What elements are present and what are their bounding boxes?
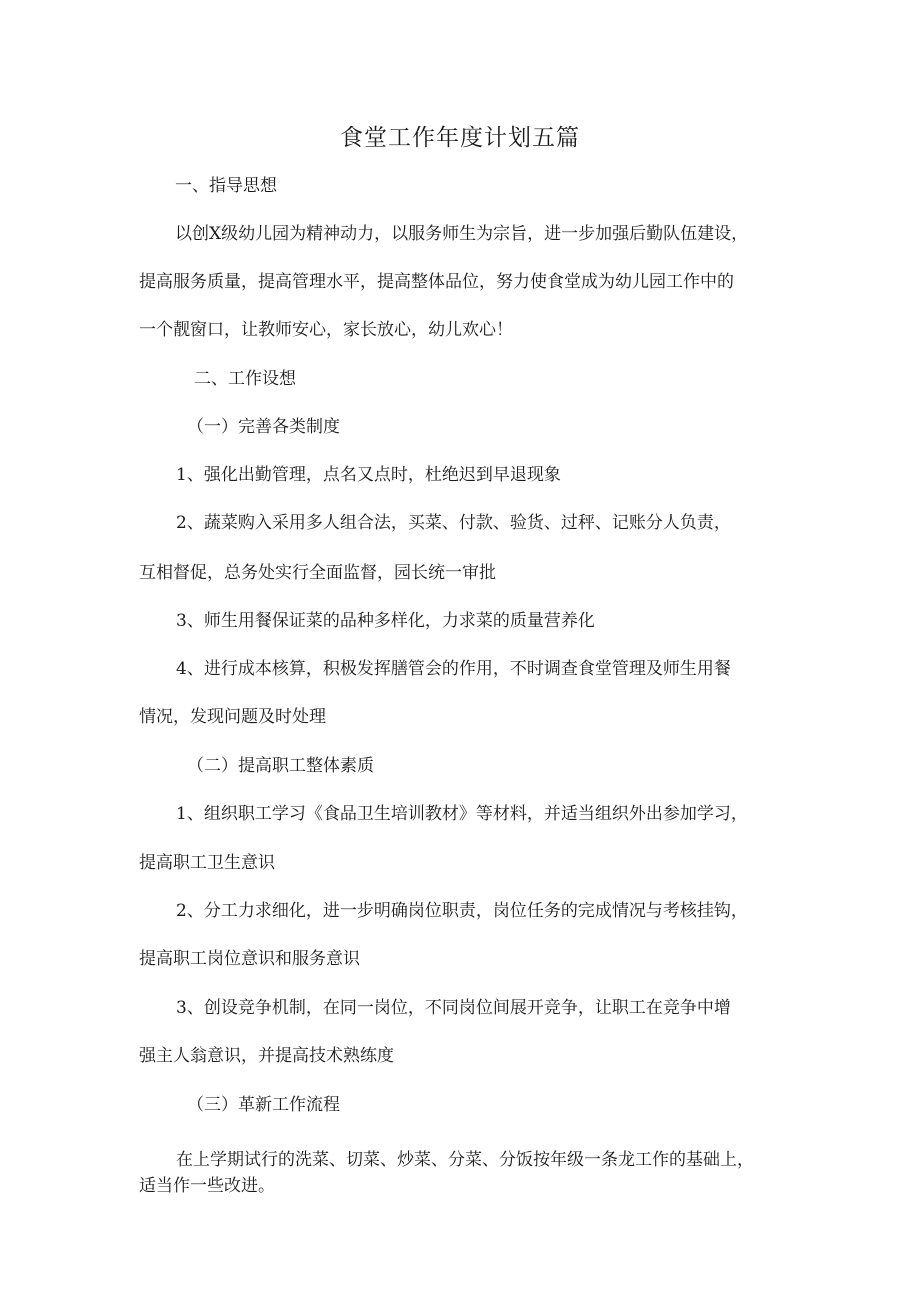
section-heading-guiding-ideology: 一、指导思想 — [175, 176, 277, 196]
list-item-continuation: 互相督促，总务处实行全面监督，园长统一审批 — [139, 563, 496, 583]
list-item: 1、组织职工学习《食品卫生培训教材》等材料，并适当组织外出参加学习， — [176, 804, 748, 824]
list-item-continuation: 情况，发现问题及时处理 — [139, 707, 326, 727]
paragraph-line: 以创X级幼儿园为精神动力，以服务师生为宗旨，进一步加强后勤队伍建设， — [175, 224, 749, 244]
list-item: 2、分工力求细化，进一步明确岗位职责，岗位任务的完成情况与考核挂钩， — [176, 901, 748, 921]
paragraph-line: 一个靓窗口，让教师安心，家长放心，幼儿欢心！ — [139, 320, 513, 340]
list-item: 2、蔬菜购入采用多人组合法，买菜、付款、验货、过秤、记账分人负责， — [176, 513, 731, 533]
paragraph-line: 提高服务质量，提高管理水平，提高整体品位，努力使食堂成为幼儿园工作中的 — [139, 272, 734, 292]
subsection-heading-staff-quality: （二）提高职工整体素质 — [187, 756, 374, 776]
list-item: 3、师生用餐保证菜的品种多样化，力求菜的质量营养化 — [176, 611, 595, 631]
paragraph-line: 在上学期试行的洗菜、切菜、炒菜、分菜、分饭按年级一条龙工作的基础上， — [176, 1150, 754, 1170]
list-item: 1、强化出勤管理，点名又点时，杜绝迟到早退现象 — [176, 465, 561, 485]
subsection-heading-workflow: （三）革新工作流程 — [187, 1095, 340, 1115]
list-item-continuation: 强主人翁意识，并提高技术熟练度 — [139, 1046, 394, 1066]
subsection-heading-rules: （一）完善各类制度 — [187, 417, 340, 437]
list-item: 3、创设竞争机制，在同一岗位，不同岗位间展开竞争，让职工在竞争中增 — [176, 998, 731, 1018]
paragraph-line: 适当作一些改进。 — [139, 1176, 275, 1196]
list-item-continuation: 提高职工岗位意识和服务意识 — [139, 949, 360, 969]
list-item-continuation: 提高职工卫生意识 — [139, 853, 275, 873]
section-heading-work-plan: 二、工作设想 — [194, 369, 296, 389]
document-title: 食堂工作年度计划五篇 — [340, 125, 580, 151]
list-item: 4、进行成本核算，积极发挥膳管会的作用，不时调查食堂管理及师生用餐 — [176, 659, 731, 679]
